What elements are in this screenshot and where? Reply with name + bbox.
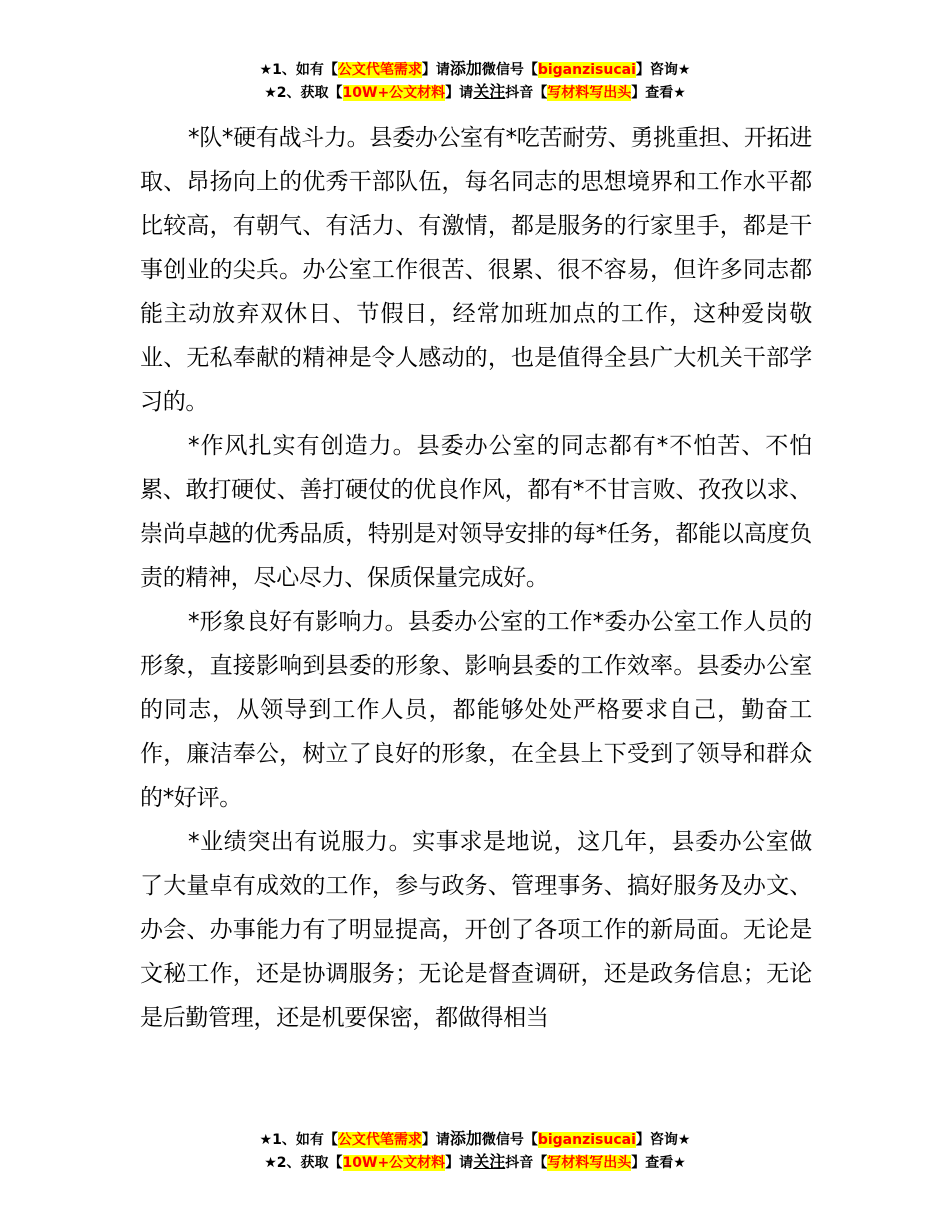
banner-emphasis: 添加 <box>449 59 482 78</box>
banner-emphasis: 关注 <box>473 1152 506 1171</box>
banner-text: 抖音【 <box>505 85 548 101</box>
banner-text: ★1、如有【 <box>259 62 338 78</box>
banner-text: ★1、如有【 <box>259 1132 338 1148</box>
banner-highlight-service: 公文代笔需求 <box>337 1132 422 1148</box>
banner-highlight-service: 公文代笔需求 <box>337 62 422 78</box>
paragraph: *作风扎实有创造力。县委办公室的同志都有*不怕苦、不怕累、敢打硬仗、善打硬仗的优良作风，都有*不甘言败、孜孜以求、崇尚卓越的优秀品质，特别是对领导安排的每*任务，都能以高度负责的精神，尽心尽力、保质保量完成好。 <box>140 433 812 591</box>
footer-banner <box>0 1128 950 1174</box>
header-banner <box>0 58 950 104</box>
banner-text: 微信号【 <box>481 62 538 78</box>
banner-line-2 <box>0 1151 950 1174</box>
banner-text: 】咨询★ <box>635 62 691 78</box>
banner-text: ★2、获取【 <box>264 85 343 101</box>
banner-text: 】请 <box>421 1132 450 1148</box>
banner-highlight-wechat: biganzisucai <box>537 1132 636 1148</box>
paragraph: *业绩突出有说服力。实事求是地说，这几年，县委办公室做了大量卓有成效的工作，参与政务、管理事务、搞好服务及办文、办会、办事能力有了明显提高，开创了各项工作的新局面。无论是文秘工作，还是协调服务；无论是督查调研，还是政务信息；无论是后勤管理，还是机要保密，都做得相当 <box>140 829 812 1031</box>
banner-highlight-materials: 10W+公文材料 <box>342 1155 446 1171</box>
banner-line-1 <box>0 1128 950 1151</box>
paragraph: *队*硬有战斗力。县委办公室有*吃苦耐劳、勇挑重担、开拓进取、昂扬向上的优秀干部队伍，每名同志的思想境界和工作水平都比较高，有朝气、有活力、有激情，都是服务的行家里手，都是干事创业的尖兵。办公室工作很苦、很累、很不容易，但许多同志都能主动放弃双休日、节假日，经常加班加点的工作，这种爱岗敬业、无私奉献的精神是令人感动的，也是值得全县广大机关干部学习的。 <box>140 125 812 415</box>
document-body <box>140 116 812 1040</box>
banner-text: 】查看★ <box>631 85 686 101</box>
banner-emphasis: 关注 <box>473 82 506 101</box>
banner-line-2 <box>0 81 950 104</box>
banner-text: 微信号【 <box>481 1132 538 1148</box>
banner-text: 抖音【 <box>505 1155 548 1171</box>
banner-text: 】查看★ <box>631 1155 686 1171</box>
banner-line-1 <box>0 58 950 81</box>
banner-text: ★2、获取【 <box>264 1155 343 1171</box>
banner-highlight-douyin: 写材料写出头 <box>547 1155 632 1171</box>
paragraph: *形象良好有影响力。县委办公室的工作*委办公室工作人员的形象，直接影响到县委的形象、影响县委的工作效率。县委办公室的同志，从领导到工作人员，都能够处处严格要求自己，勤奋工作，廉洁奉公，树立了良好的形象，在全县上下受到了领导和群众的*好评。 <box>140 609 812 811</box>
banner-text: 】咨询★ <box>635 1132 691 1148</box>
banner-highlight-wechat: biganzisucai <box>537 62 636 78</box>
banner-text: 】请 <box>445 85 474 101</box>
banner-highlight-materials: 10W+公文材料 <box>342 85 446 101</box>
banner-text: 】请 <box>445 1155 474 1171</box>
banner-text: 】请 <box>421 62 450 78</box>
banner-emphasis: 添加 <box>449 1129 482 1148</box>
banner-highlight-douyin: 写材料写出头 <box>547 85 632 101</box>
